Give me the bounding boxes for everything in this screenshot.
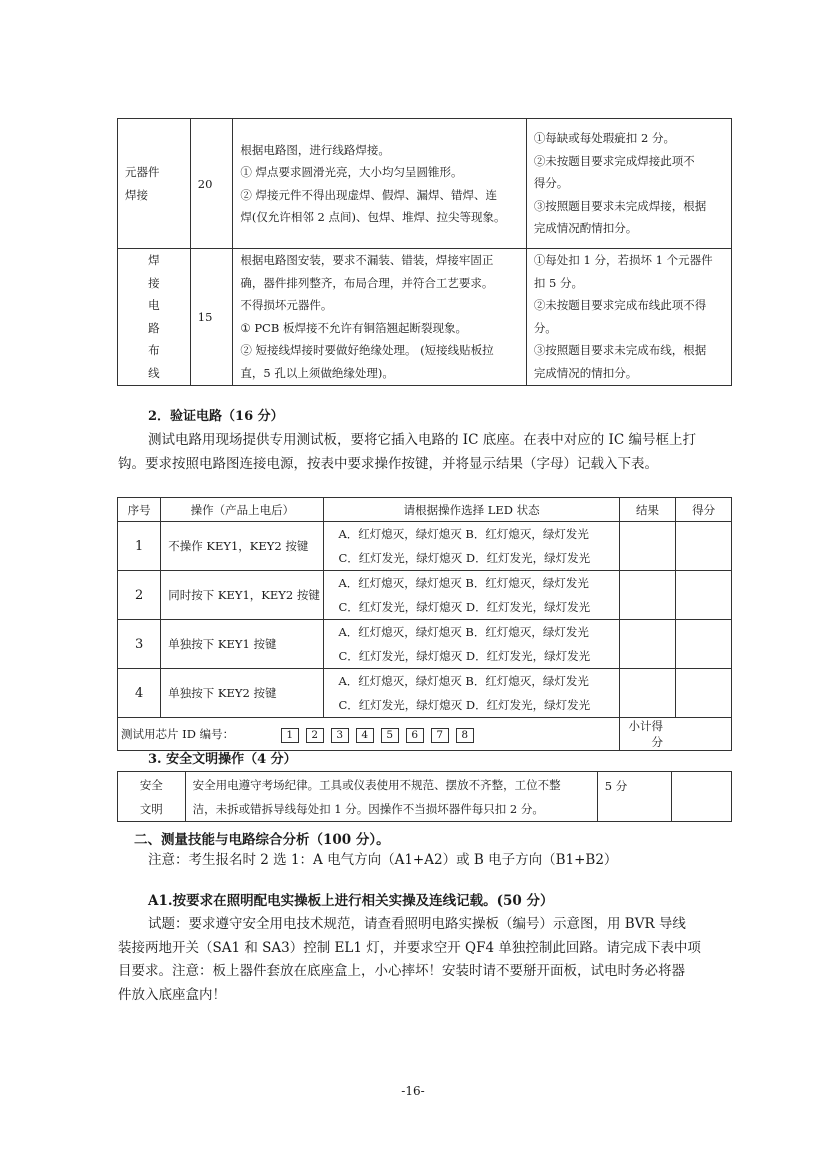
requirement-line: 洁，未拆或错拆导线每处扣 1 分。因操作不当损坏器件每只扣 2 分。 (192, 801, 544, 816)
subtotal-cell (619, 718, 731, 751)
deduction-line: ②未按题目要求完成焊接此项不 (533, 153, 695, 168)
header-led-state: 请根据操作选择 LED 状态 (324, 498, 619, 522)
score-cell[interactable] (676, 620, 732, 669)
requirement-line: ① PCB 板焊接不允许有铜箔翘起断裂现象。 (240, 320, 467, 335)
item-cell (118, 249, 191, 386)
requirement-line: 焊(仅允许相邻 2 点间)、包焊、堆焊、拉尖等现象。 (240, 210, 506, 224)
requirement-cell (233, 119, 526, 249)
paragraph-line: 钩。要求按照电路图连接电源，按表中要求操作按键，并将显示结果（字母）记载入下表。 (118, 455, 658, 472)
deduction-line: 完成情况的情扣分。 (533, 365, 638, 380)
option-line: A．红灯熄灭，绿灯熄灭 B．红灯熄灭，绿灯发光 (338, 527, 589, 541)
chip-id-cell (118, 718, 620, 751)
chip-id-checkbox[interactable]: 1 (281, 728, 299, 743)
row-number: 2 (118, 571, 161, 620)
option-line: A．红灯熄灭，绿灯熄灭 B．红灯熄灭，绿灯发光 (338, 674, 589, 688)
deduction-line: ①每缺或每处瑕疵扣 2 分。 (533, 131, 675, 146)
paragraph-line: 目要求。注意：板上器件套放在底座盒上，小心摔坏！安装时请不要掰开面板，试电时务必将器 (118, 963, 685, 979)
operation-cell: 单独按下 KEY1 按键 (161, 620, 324, 669)
deduction-line: ②未按题目要求完成布线此项不得 (533, 298, 707, 313)
paragraph-line: 装接两地开关（SA1 和 SA3）控制 EL1 灯，并要求空开 QF4 单独控制此回路。请完成下表中项 (118, 939, 701, 956)
deduction-line: ③按照题目要求未完成布线，根据 (533, 343, 707, 358)
result-cell[interactable] (619, 571, 676, 620)
result-cell[interactable] (619, 620, 676, 669)
paragraph (118, 429, 738, 476)
option-line: C．红灯发光，绿灯熄灭 D．红灯发光，绿灯发光 (338, 551, 591, 565)
scoring-table-1 (117, 118, 732, 386)
deduction-line: 得分。 (533, 176, 569, 191)
safety-table (117, 771, 732, 822)
verification-table (117, 497, 732, 751)
item-line: 安全 (139, 777, 163, 792)
score-cell[interactable] (676, 522, 732, 571)
section-title: 3. 安全文明操作（4 分） (148, 752, 297, 767)
item-cell (118, 119, 191, 249)
requirement-line: ① 焊点要求圆滑光亮，大小均匀呈圆锥形。 (240, 165, 463, 179)
note: 注意：考生报名时 2 选 1：A 电气方向（A1+A2）或 B 电子方向（B1+B2） (148, 852, 618, 868)
led-options-cell (324, 669, 619, 718)
row-number: 4 (118, 669, 161, 718)
chip-id-checkbox[interactable]: 8 (456, 728, 474, 743)
operation-cell: 同时按下 KEY1，KEY2 按键 (161, 571, 324, 620)
blank-score-cell[interactable] (672, 772, 732, 822)
option-line: A．红灯熄灭，绿灯熄灭 B．红灯熄灭，绿灯发光 (338, 576, 589, 590)
requirement-line: 确，器件排列整齐，布局合理，并符合工艺要求。 (240, 275, 494, 290)
operation-cell: 单独按下 KEY2 按键 (161, 669, 324, 718)
requirement-line: ② 短接线焊接时要做好绝缘处理。 (短接线贴板拉 (240, 343, 494, 358)
page-number: -16- (401, 1084, 425, 1098)
option-line: A．红灯熄灭，绿灯熄灭 B．红灯熄灭，绿灯发光 (338, 625, 589, 639)
item-char: 电 (148, 298, 160, 313)
requirement-line: 直，5 孔以上须做绝缘处理)。 (240, 365, 394, 380)
table-row (118, 249, 732, 386)
requirement-line: 安全用电遵守考场纪律。工具或仪表使用不规范、摆放不齐整，工位不整 (192, 777, 561, 792)
chip-id-checkbox[interactable]: 4 (356, 728, 374, 743)
chip-id-row (118, 718, 732, 751)
table-row (118, 620, 732, 669)
row-number: 1 (118, 522, 161, 571)
row-number: 3 (118, 620, 161, 669)
table-row (118, 772, 732, 822)
chip-id-checkbox[interactable]: 6 (406, 728, 424, 743)
led-options-cell (324, 571, 619, 620)
subtotal-label: 小计得分 (628, 719, 663, 749)
deduction-line: 分。 (533, 320, 557, 335)
deduction-cell (526, 119, 731, 249)
item-char: 接 (148, 275, 160, 290)
section-title: 2．验证电路（16 分） (148, 409, 284, 424)
item-cell (118, 772, 186, 822)
item-char: 焊 (148, 253, 160, 267)
header-result: 结果 (619, 498, 676, 522)
score-cell[interactable] (676, 669, 732, 718)
result-cell[interactable] (619, 669, 676, 718)
requirement-line: 根据电路图，进行线路焊接。 (240, 142, 390, 157)
paragraph-line: 测试电路用现场提供专用测试板，要将它插入电路的 IC 底座。在表中对应的 IC 编号框上打 (148, 432, 696, 448)
a1-title: A1.按要求在照明配电实操板上进行相关实操及连线记载。(50 分） (148, 893, 554, 909)
deduction-line: ③按照题目要求未完成焊接，根据 (533, 198, 707, 213)
item-line: 元器件 (125, 165, 160, 179)
requirement-cell (233, 249, 526, 386)
requirement-line: 根据电路图安装，要求不漏装、错装，焊接牢固正 (240, 253, 494, 268)
score-cell: 5 分 (597, 772, 672, 822)
item-char: 布 (148, 343, 160, 358)
part-title: 二、测量技能与电路综合分析（100 分）。 (134, 832, 390, 848)
option-line: C．红灯发光，绿灯熄灭 D．红灯发光，绿灯发光 (338, 698, 591, 712)
header-operation: 操作（产品上电后） (161, 498, 324, 522)
deduction-cell (526, 249, 731, 386)
table-row (118, 669, 732, 718)
score-cell: 15 (190, 249, 233, 386)
item-line: 文明 (139, 801, 163, 816)
requirement-line: 不得损坏元器件。 (240, 298, 333, 313)
item-char: 路 (148, 320, 160, 335)
deduction-line: 扣 5 分。 (533, 275, 583, 290)
operation-cell: 不操作 KEY1，KEY2 按键 (161, 522, 324, 571)
chip-id-checkbox[interactable]: 3 (331, 728, 349, 743)
score-cell: 20 (190, 119, 233, 249)
paragraph-line: 件放入底座盒内！ (118, 986, 226, 1003)
chip-id-checkbox[interactable]: 7 (431, 728, 449, 743)
score-cell[interactable] (676, 571, 732, 620)
header-no: 序号 (118, 498, 161, 522)
chip-id-label: 测试用芯片 ID 编号： (121, 726, 235, 741)
option-line: C．红灯发光，绿灯熄灭 D．红灯发光，绿灯发光 (338, 600, 591, 614)
table-header-row (118, 498, 732, 522)
option-line: C．红灯发光，绿灯熄灭 D．红灯发光，绿灯发光 (338, 649, 591, 663)
deduction-line: 完成情况酌情扣分。 (533, 221, 638, 236)
led-options-cell (324, 620, 619, 669)
result-cell[interactable] (619, 522, 676, 571)
led-options-cell (324, 522, 619, 571)
deduction-line: ①每处扣 1 分，若损坏 1 个元器件 (533, 253, 713, 268)
header-score: 得分 (676, 498, 732, 522)
a1-paragraph (118, 913, 738, 1007)
chip-id-checkbox[interactable]: 5 (381, 728, 399, 743)
item-char: 线 (148, 365, 160, 380)
requirement-line: ② 焊接元件不得出现虚焊、假焊、漏焊、错焊、连 (240, 187, 498, 202)
table-row (118, 522, 732, 571)
item-line: 焊接 (125, 187, 148, 202)
requirement-cell (185, 772, 597, 822)
paragraph-line: 试题：要求遵守安全用电技术规范，请查看照明电路实操板（编号）示意图，用 BVR 导线 (148, 916, 686, 932)
chip-id-checkbox[interactable]: 2 (306, 728, 324, 743)
table-row (118, 571, 732, 620)
table-row (118, 119, 732, 249)
